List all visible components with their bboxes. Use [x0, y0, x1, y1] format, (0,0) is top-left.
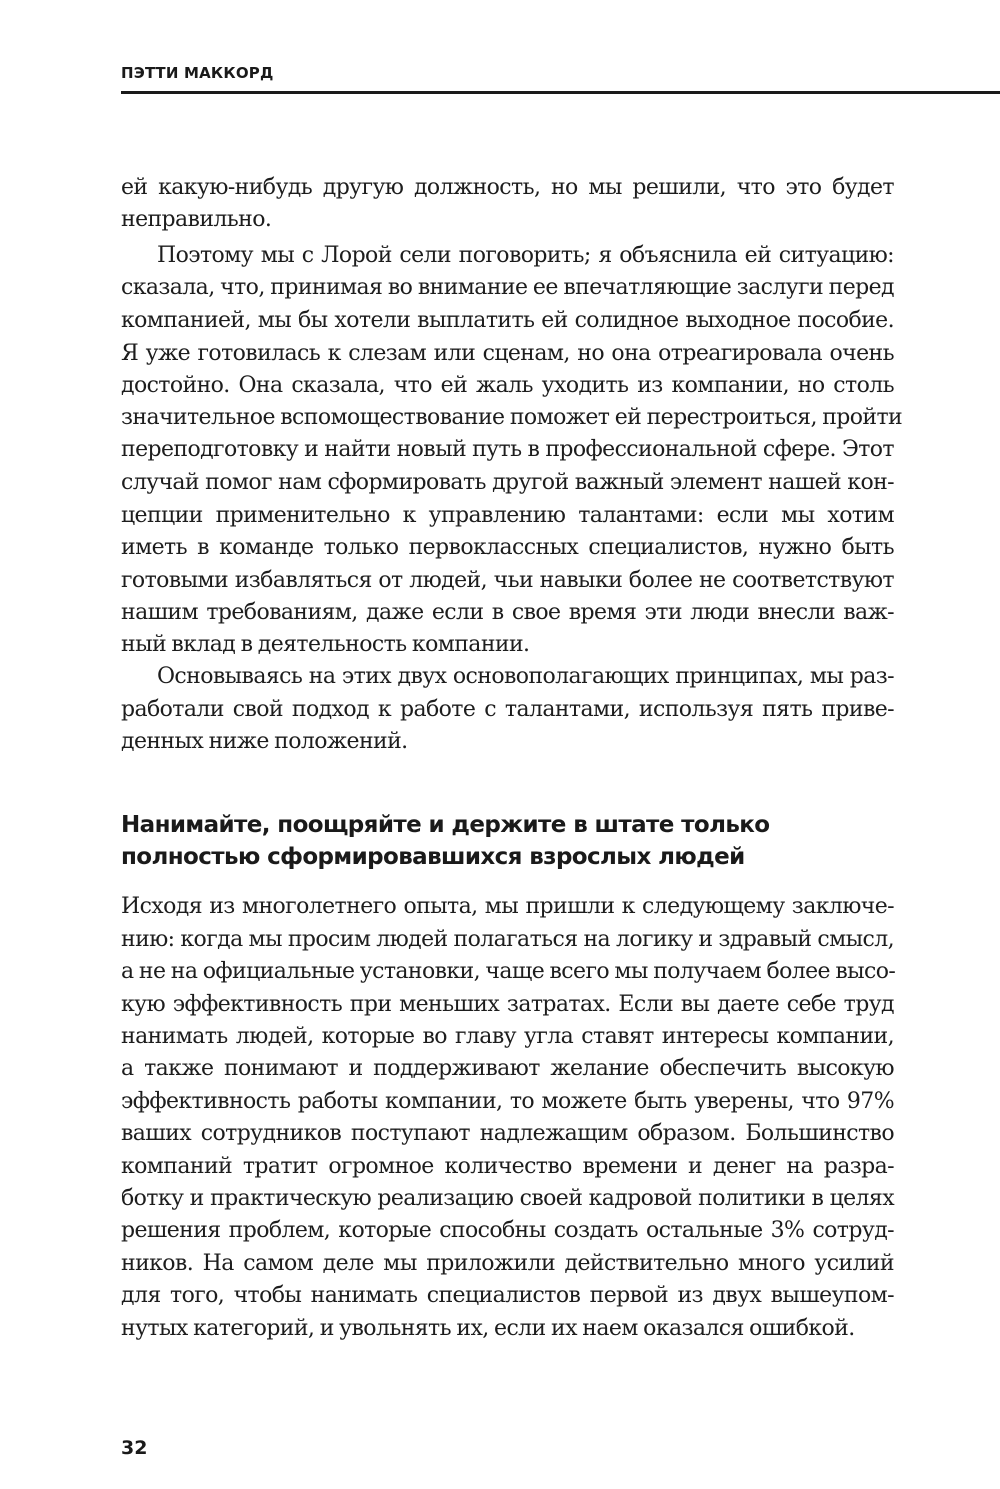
text-line: компанией, мы бы хотели выплатить ей солидное выходное пособие. — [121, 308, 894, 333]
text-line: значительное вспомоществование поможет ей перестроиться, пройти — [121, 405, 903, 430]
text-line: цепции применительно к управлению талантами: если мы хотим — [121, 503, 894, 528]
text-line: достойно. Она сказала, что ей жаль уходить из компании, но столь — [121, 373, 894, 398]
text-line: работали свой подход к работе с талантами, используя пять приве- — [121, 697, 894, 722]
text-line: для того, чтобы нанимать специалистов первой из двух вышеупом- — [121, 1283, 894, 1308]
text-line: ботку и практическую реализацию своей кадровой политики в целях — [121, 1186, 894, 1211]
text-line: кую эффективность при меньших затратах. Если вы даете себе труд — [121, 992, 894, 1017]
text-line: нию: когда мы просим людей полагаться на логику и здравый смысл, — [121, 927, 894, 952]
text-line: Я уже готовилась к слезам или сценам, но она отреагировала очень — [121, 341, 894, 366]
running-head: ПЭТТИ МАККОРД — [121, 64, 274, 82]
text-line: Основываясь на этих двух основополагающих принципах, мы раз- — [157, 664, 894, 689]
page-number: 32 — [121, 1437, 148, 1459]
text-line: готовыми избавляться от людей, чьи навыки более не соответствуют — [121, 568, 894, 593]
text-line: Исходя из многолетнего опыта, мы пришли к следующему заключе- — [121, 894, 894, 919]
text-line: компаний тратит огромное количество времени и денег на разра- — [121, 1154, 894, 1179]
text-line: денных ниже положений. — [121, 729, 408, 754]
text-line: Поэтому мы с Лорой сели поговорить; я объяснила ей ситуацию: — [157, 243, 894, 268]
section-heading-line: Нанимайте, поощряйте и держите в штате только — [121, 812, 770, 838]
text-line: решения проблем, которые способны создать остальные 3% сотруд- — [121, 1218, 894, 1243]
section-heading-line: полностью сформировавшихся взрослых людей — [121, 844, 745, 870]
text-line: нанимать людей, которые во главу угла ставят интересы компании, — [121, 1024, 894, 1049]
header-rule — [121, 91, 1000, 94]
text-line: эффективность работы компании, то можете быть уверены, что 97% — [121, 1089, 894, 1114]
text-line: переподготовку и найти новый путь в профессиональной сфере. Этот — [121, 437, 894, 462]
text-line: ваших сотрудников поступают надлежащим образом. Большинство — [121, 1121, 894, 1146]
text-line: неправильно. — [121, 207, 272, 232]
text-line: ников. На самом деле мы приложили действительно много усилий — [121, 1251, 894, 1276]
text-line: сказала, что, принимая во внимание ее впечатляющие заслуги перед — [121, 275, 894, 300]
text-line: случай помог нам сформировать другой важный элемент нашей кон- — [121, 470, 894, 495]
text-line: а не на официальные установки, чаще всего мы получаем более высо- — [121, 959, 896, 984]
text-line: ный вклад в деятельность компании. — [121, 632, 530, 657]
text-line: иметь в команде только первоклассных специалистов, нужно быть — [121, 535, 894, 560]
text-line: нашим требованиям, даже если в свое время эти люди внесли важ- — [121, 600, 894, 625]
text-line: нутых категорий, и увольнять их, если их наем оказался ошибкой. — [121, 1316, 855, 1341]
text-line: ей какую-нибудь другую должность, но мы решили, что это будет — [121, 175, 894, 200]
text-line: а также понимают и поддерживают желание обеспечить высокую — [121, 1056, 894, 1081]
